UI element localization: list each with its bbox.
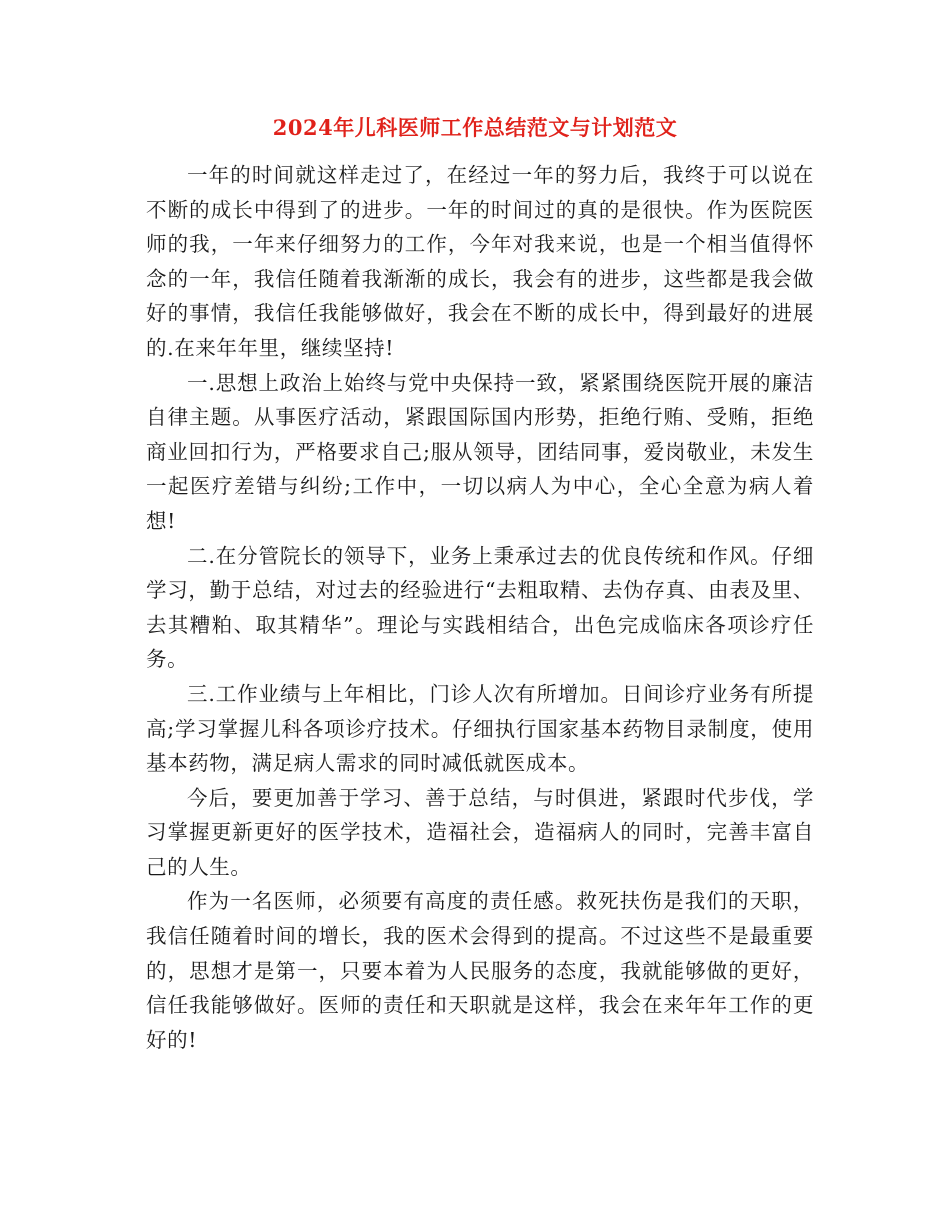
paragraph-business: 二.在分管院长的领导下，业务上秉承过去的优良传统和作风。仔细学习，勤于总结，对过去的经验进行“去粗取精、去伪存真、由表及里、去其糟粕、取其精华”。理论与实践相结合，出色完成临床各项诊疗任务。 xyxy=(146,543,814,672)
paragraph-future: 今后，要更加善于学习、善于总结，与时俱进，紧跟时代步伐，学习掌握更新更好的医学技术，造福社会，造福病人的同时，完善丰富自己的人生。 xyxy=(146,785,814,879)
paragraph-politics: 一.思想上政治上始终与党中央保持一致，紧紧围绕医院开展的廉洁自律主题。从事医疗活动，紧跟国际国内形势，拒绝行贿、受贿，拒绝商业回扣行为，严格要求自己;服从领导，团结同事，爱岗敬业，未发生一起医疗差错与纠纷;工作中，一切以病人为中心，全心全意为病人着想! xyxy=(146,370,814,533)
document-body xyxy=(146,158,814,1057)
document-title: 2024年儿科医师工作总结范文与计划范文 xyxy=(272,115,678,140)
paragraph-performance: 三.工作业绩与上年相比，门诊人次有所增加。日间诊疗业务有所提高;学习掌握儿科各项诊疗技术。仔细执行国家基本药物目录制度，使用基本药物，满足病人需求的同时减低就医成本。 xyxy=(146,681,814,776)
paragraph-intro: 一年的时间就这样走过了，在经过一年的努力后，我终于可以说在不断的成长中得到了的进步。一年的时间过的真的是很快。作为医院医师的我，一年来仔细努力的工作，今年对我来说，也是一个相当值得怀念的一年，我信任随着我渐渐的成长，我会有的进步，这些都是我会做好的事情，我信任我能够做好，我会在不断的成长中，得到最好的进展的.在来年年里，继续坚持! xyxy=(146,163,814,360)
paragraph-responsibility: 作为一名医师，必须要有高度的责任感。救死扶伤是我们的天职，我信任随着时间的增长，我的医术会得到的提高。不过这些不是最重要的，思想才是第一，只要本着为人民服务的态度，我就能够做的更好，信任我能够做好。医师的责任和天职就是这样，我会在来年年工作的更好的! xyxy=(146,889,814,1052)
